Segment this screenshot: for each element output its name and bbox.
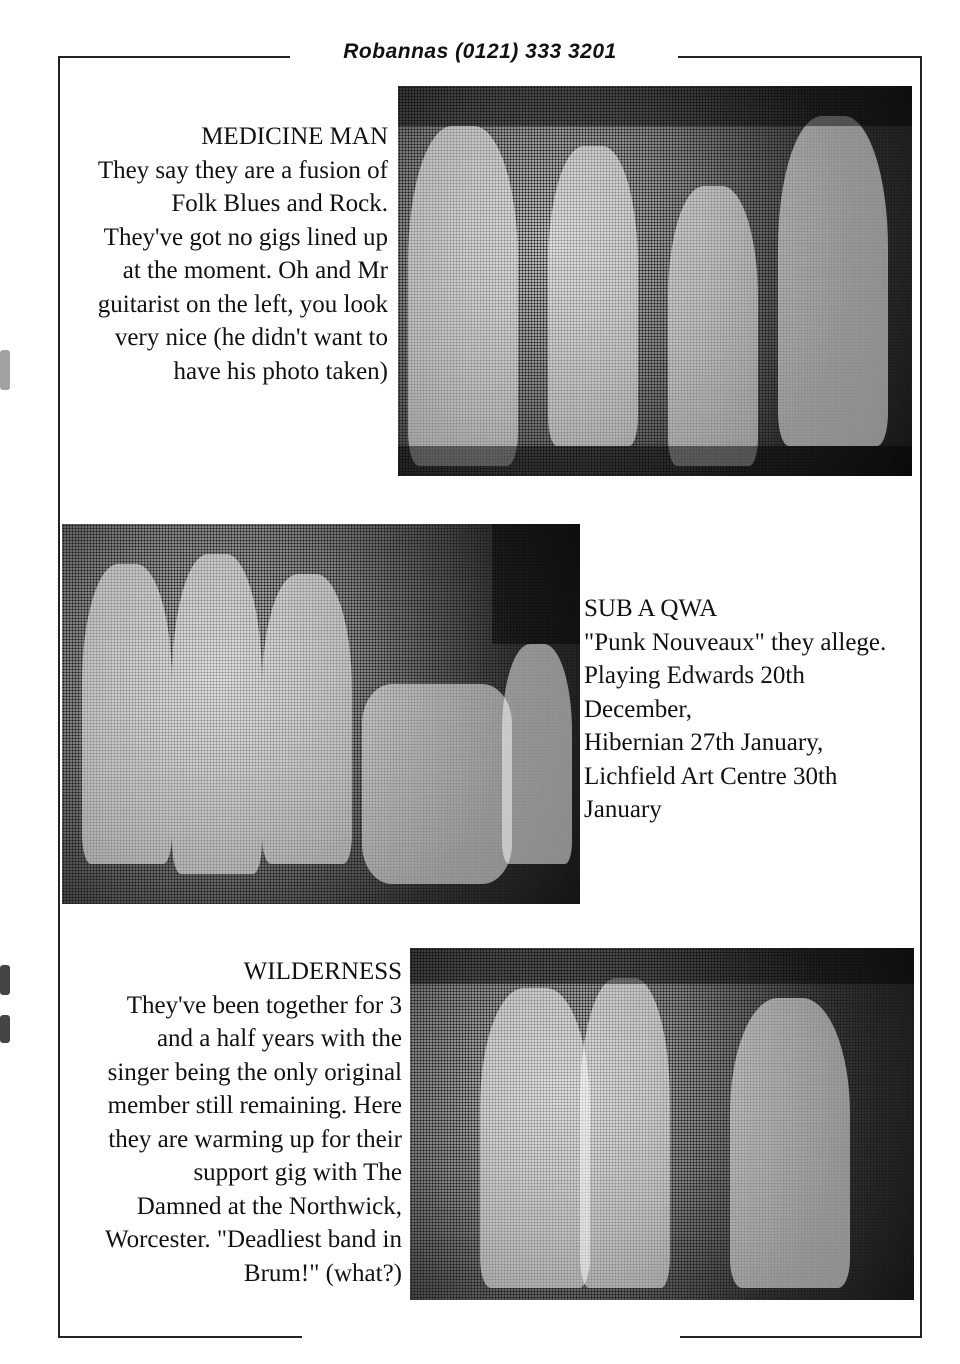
wilderness-line: support gig with The	[193, 1159, 402, 1186]
medicine-man-text	[62, 120, 388, 388]
wilderness-line: Worcester. "Deadliest band in	[105, 1226, 402, 1253]
medicine-man-line: have his photo taken)	[173, 357, 388, 385]
medicine-man-photo	[398, 86, 912, 476]
scan-mark	[0, 350, 10, 390]
wilderness-line: Brum!" (what?)	[243, 1259, 402, 1287]
bottom-rule-left	[58, 1336, 302, 1338]
medicine-man-line: guitarist on the left, you look	[97, 290, 388, 318]
scan-mark	[0, 1015, 10, 1043]
bottom-rule-right	[680, 1336, 920, 1338]
sub-a-qwa-line: Playing Edwards 20th	[584, 662, 805, 689]
wilderness-line: singer being the only original	[107, 1058, 402, 1086]
wilderness-line: They've been together for 3	[126, 991, 402, 1019]
wilderness-line: member still remaining. Here	[107, 1092, 402, 1119]
sub-a-qwa-line: "Punk Nouveaux" they allege.	[584, 628, 887, 656]
wilderness-line: Damned at the Northwick,	[136, 1192, 402, 1220]
sub-a-qwa-line: Hibernian 27th January,	[584, 729, 824, 756]
medicine-man-line: They say they are a fusion of	[97, 156, 388, 184]
sub-a-qwa-heading: SUB A QWA	[584, 595, 718, 622]
wilderness-heading: WILDERNESS	[243, 958, 402, 985]
sub-a-qwa-photo	[62, 524, 580, 904]
medicine-man-line: Folk Blues and Rock.	[171, 190, 388, 217]
medicine-man-line: very nice (he didn't want to	[114, 324, 388, 351]
wilderness-photo	[410, 948, 914, 1300]
wilderness-line: and a half years with the	[156, 1025, 402, 1052]
page-header: Robannas (0121) 333 3201	[343, 40, 617, 63]
sub-a-qwa-text	[584, 592, 924, 827]
medicine-man-line: at the moment. Oh and Mr	[122, 257, 388, 284]
wilderness-text	[62, 955, 402, 1290]
sub-a-qwa-line: Lichfield Art Centre 30th	[584, 762, 838, 790]
medicine-man-heading: MEDICINE MAN	[201, 123, 388, 150]
medicine-man-line: They've got no gigs lined up	[103, 223, 388, 251]
wilderness-line: they are warming up for their	[108, 1125, 402, 1153]
scan-mark	[0, 965, 10, 995]
sub-a-qwa-line: December,	[584, 695, 692, 723]
sub-a-qwa-line: January	[584, 796, 662, 823]
